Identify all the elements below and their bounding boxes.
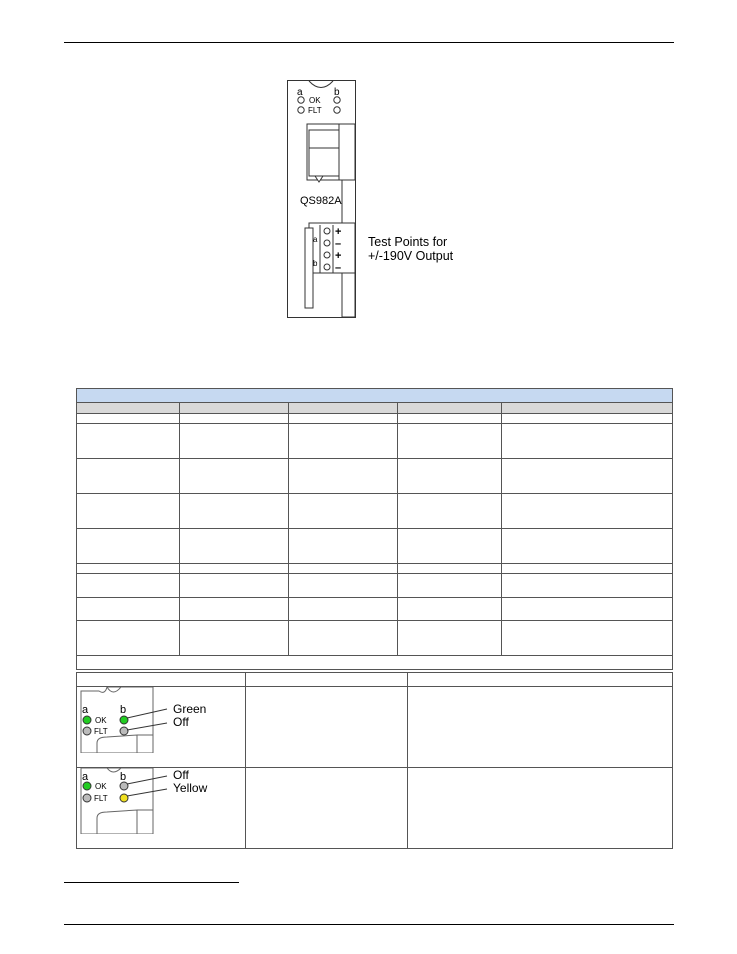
table-row bbox=[77, 574, 673, 598]
led2-ok-a bbox=[83, 782, 91, 790]
led-flt-a bbox=[83, 727, 91, 735]
led-label-b: b bbox=[120, 704, 127, 716]
table-row bbox=[77, 494, 673, 529]
table-row bbox=[77, 621, 673, 656]
led-label-a: a bbox=[82, 704, 89, 716]
table-row bbox=[77, 424, 673, 459]
led-table-header bbox=[77, 673, 673, 687]
led2-label-a: a bbox=[82, 771, 89, 783]
test-points-callout bbox=[368, 235, 453, 263]
led-status-green: Green bbox=[173, 702, 207, 716]
fig-label-a: a bbox=[297, 87, 303, 98]
led-status-table bbox=[76, 672, 673, 849]
led-label-flt: FLT bbox=[94, 727, 108, 736]
led-panel-ok bbox=[77, 687, 243, 767]
tp-minus-b: – bbox=[335, 262, 342, 274]
callout-line-1: Test Points for bbox=[368, 235, 448, 249]
footer-rule bbox=[64, 924, 674, 925]
led2-label-ok: OK bbox=[95, 782, 107, 791]
table-header-row bbox=[77, 389, 673, 403]
footnote-rule bbox=[64, 882, 239, 883]
led-label-ok: OK bbox=[95, 716, 107, 725]
fig-label-flt: FLT bbox=[308, 106, 322, 115]
led2-status-yellow: Yellow bbox=[173, 781, 208, 795]
fig-label-b: b bbox=[334, 87, 340, 98]
tp-label-a: a bbox=[313, 235, 318, 244]
led-ok-b bbox=[120, 716, 128, 724]
header-rule bbox=[64, 42, 674, 43]
led2-flt-a bbox=[83, 794, 91, 802]
table-row bbox=[77, 459, 673, 494]
module-figure bbox=[287, 80, 357, 320]
spec-table bbox=[76, 388, 673, 670]
led-flt-b bbox=[120, 727, 128, 735]
table-row bbox=[77, 414, 673, 424]
fig-label-ok: OK bbox=[309, 96, 321, 105]
led-ok-a bbox=[83, 716, 91, 724]
callout-line-2: +/-190V Output bbox=[368, 249, 454, 263]
led2-flt-b bbox=[120, 794, 128, 802]
tp-minus-a: – bbox=[335, 238, 342, 250]
tp-plus-a: + bbox=[335, 226, 342, 238]
led-status-off: Off bbox=[173, 715, 189, 729]
tp-label-b: b bbox=[313, 259, 318, 268]
tp-plus-b: + bbox=[335, 250, 342, 262]
table-row bbox=[77, 564, 673, 574]
led-row-fault bbox=[77, 768, 673, 849]
led-row-ok bbox=[77, 687, 673, 768]
table-row bbox=[77, 598, 673, 621]
led-panel-fault bbox=[77, 768, 243, 848]
led2-label-flt: FLT bbox=[94, 794, 108, 803]
module-name: QS982A bbox=[300, 195, 342, 207]
led2-label-b: b bbox=[120, 771, 127, 783]
led2-ok-b bbox=[120, 782, 128, 790]
table-row bbox=[77, 656, 673, 670]
led2-status-off: Off bbox=[173, 768, 189, 782]
table-row bbox=[77, 529, 673, 564]
table-subheader-row bbox=[77, 403, 673, 414]
